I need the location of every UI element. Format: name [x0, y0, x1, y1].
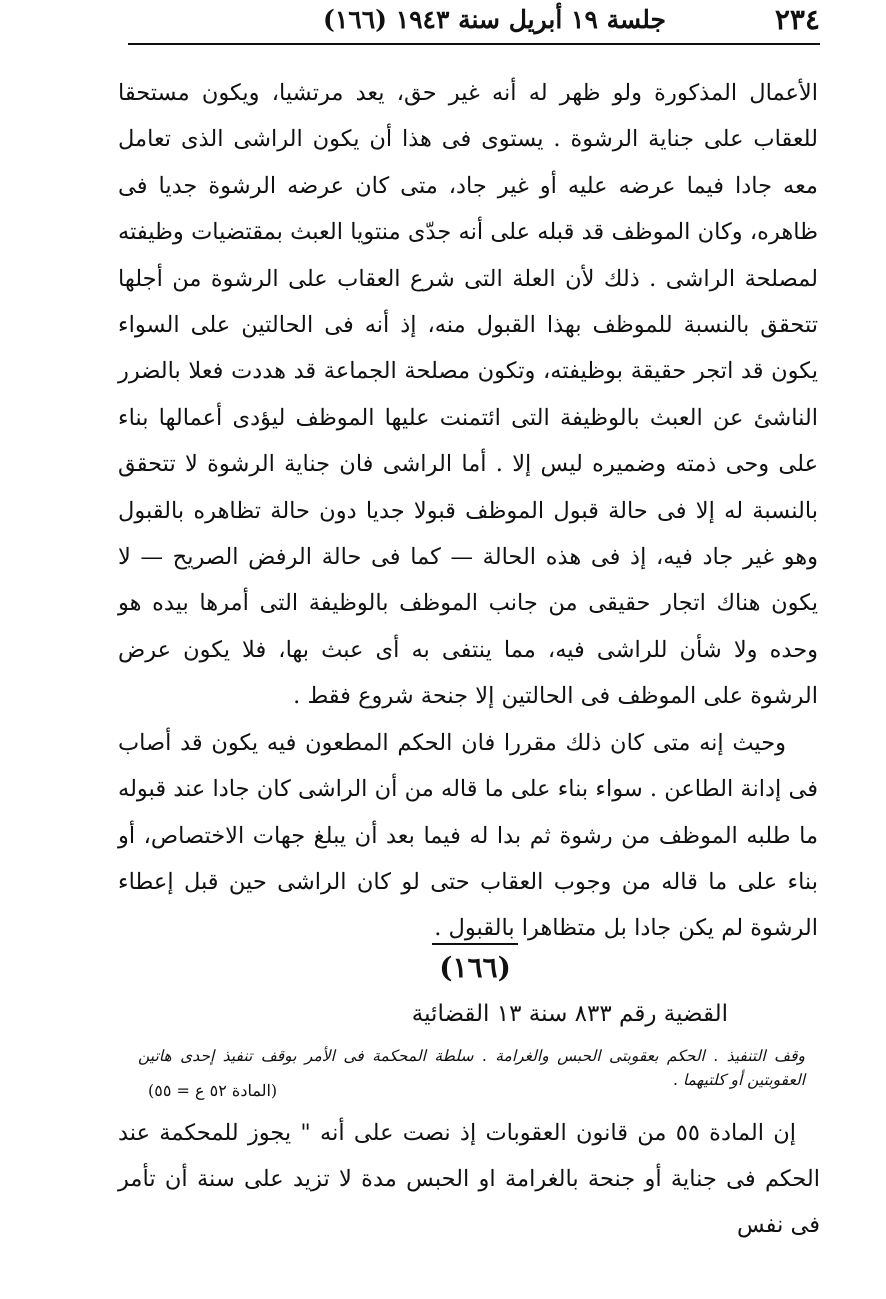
- header-rule: [128, 43, 820, 45]
- running-header: [128, 0, 820, 40]
- article-reference: (المادة ٥٢ ع = ٥٥): [148, 1081, 278, 1100]
- case-headnote: [138, 1044, 805, 1100]
- paragraph-ruling: وحيث إنه متى كان ذلك مقررا فان الحكم المطعون فيه يكون قد أصاب فى إدانة الطاعن . سواء بناء على ما قاله من أن الراشى كان جادا عند قبوله ما طلبه الموظف من رشوة ثم بدا له فيما بعد أن يبلغ جهات الاختصاص، أو بناء على ما قاله من وجوب العقاب حتى لو كان الراشى حين قبل إعطاء الرشوة لم يكن جادا بل متظاهرا بالقبول .: [118, 729, 818, 942]
- main-text: [118, 70, 818, 952]
- running-title: جلسة ١٩ أبريل سنة ١٩٤٣ (١٦٦): [323, 5, 667, 34]
- paragraph-statute: إن المادة ٥٥ من قانون العقوبات إذ نصت على أنه " يجوز للمحكمة عند الحكم فى جناية أو جنحة بالغرامة او الحبس مدة لا تزيد على سنة أن تأمر فى نفس: [118, 1120, 820, 1238]
- case-number-rule: [432, 943, 518, 945]
- headnote-text: وقف التنفيذ . الحكم بعقوبتى الحبس والغرامة . سلطة المحكمة فى الأمر بوقف تنفيذ إحدى هاتين العقوبتين أو كلتيهما .: [138, 1047, 805, 1089]
- case-reference: القضية رقم ٨٣٣ سنة ١٣ القضائية: [411, 1001, 728, 1027]
- page-number: ٢٣٤: [774, 3, 820, 36]
- case-body-text: [118, 1110, 820, 1248]
- case-number: (١٦٦): [439, 951, 511, 984]
- paragraph-continued: الأعمال المذكورة ولو ظهر له أنه غير حق، يعد مرتشيا، ويكون مستحقا للعقاب على جناية الرشوة . يستوى فى هذا أن يكون الراشى الذى تعامل معه جادا فيما عرضه عليه أو غير جاد، متى كان عرضه الرشوة جديا فى ظاهره، وكان الموظف قد قبله على أنه جدّى منتويا العبث بمقتضيات وظيفته لمصلحة الراشى . ذلك لأن العلة التى شرع العقاب على الرشوة من أجلها تتحقق بالنسبة للموظف بهذا القبول منه، إذ أنه فى الحالتين على السواء يكون قد اتجر حقيقة بوظيفته، وتكون مصلحة الجماعة قد هددت فعلا بالضرر الناشئ عن العبث بالوظيفة التى ائتمنت عليها الموظف ليؤدى أعمالها بناء على وحى ذمته وضميره ليس إلا . أما الراشى فان جناية الرشوة لا تتحقق بالنسبة له إلا فى حالة قبول الموظف قبولا جديا دون حالة تظاهره بالقبول وهو غير جاد فيه، إذ فى هذه الحالة — كما فى حالة الرفض الصريح — لا يكون هناك اتجار حقيقى من جانب الموظف بالوظيفة التى أمرها بيده هو وحده ولا شأن للراشى فيه، مما ينتفى به أى عبث بها، فلا يكون عرض الرشوة على الموظف فى الحالتين إلا جنحة شروع فقط .: [118, 80, 818, 710]
